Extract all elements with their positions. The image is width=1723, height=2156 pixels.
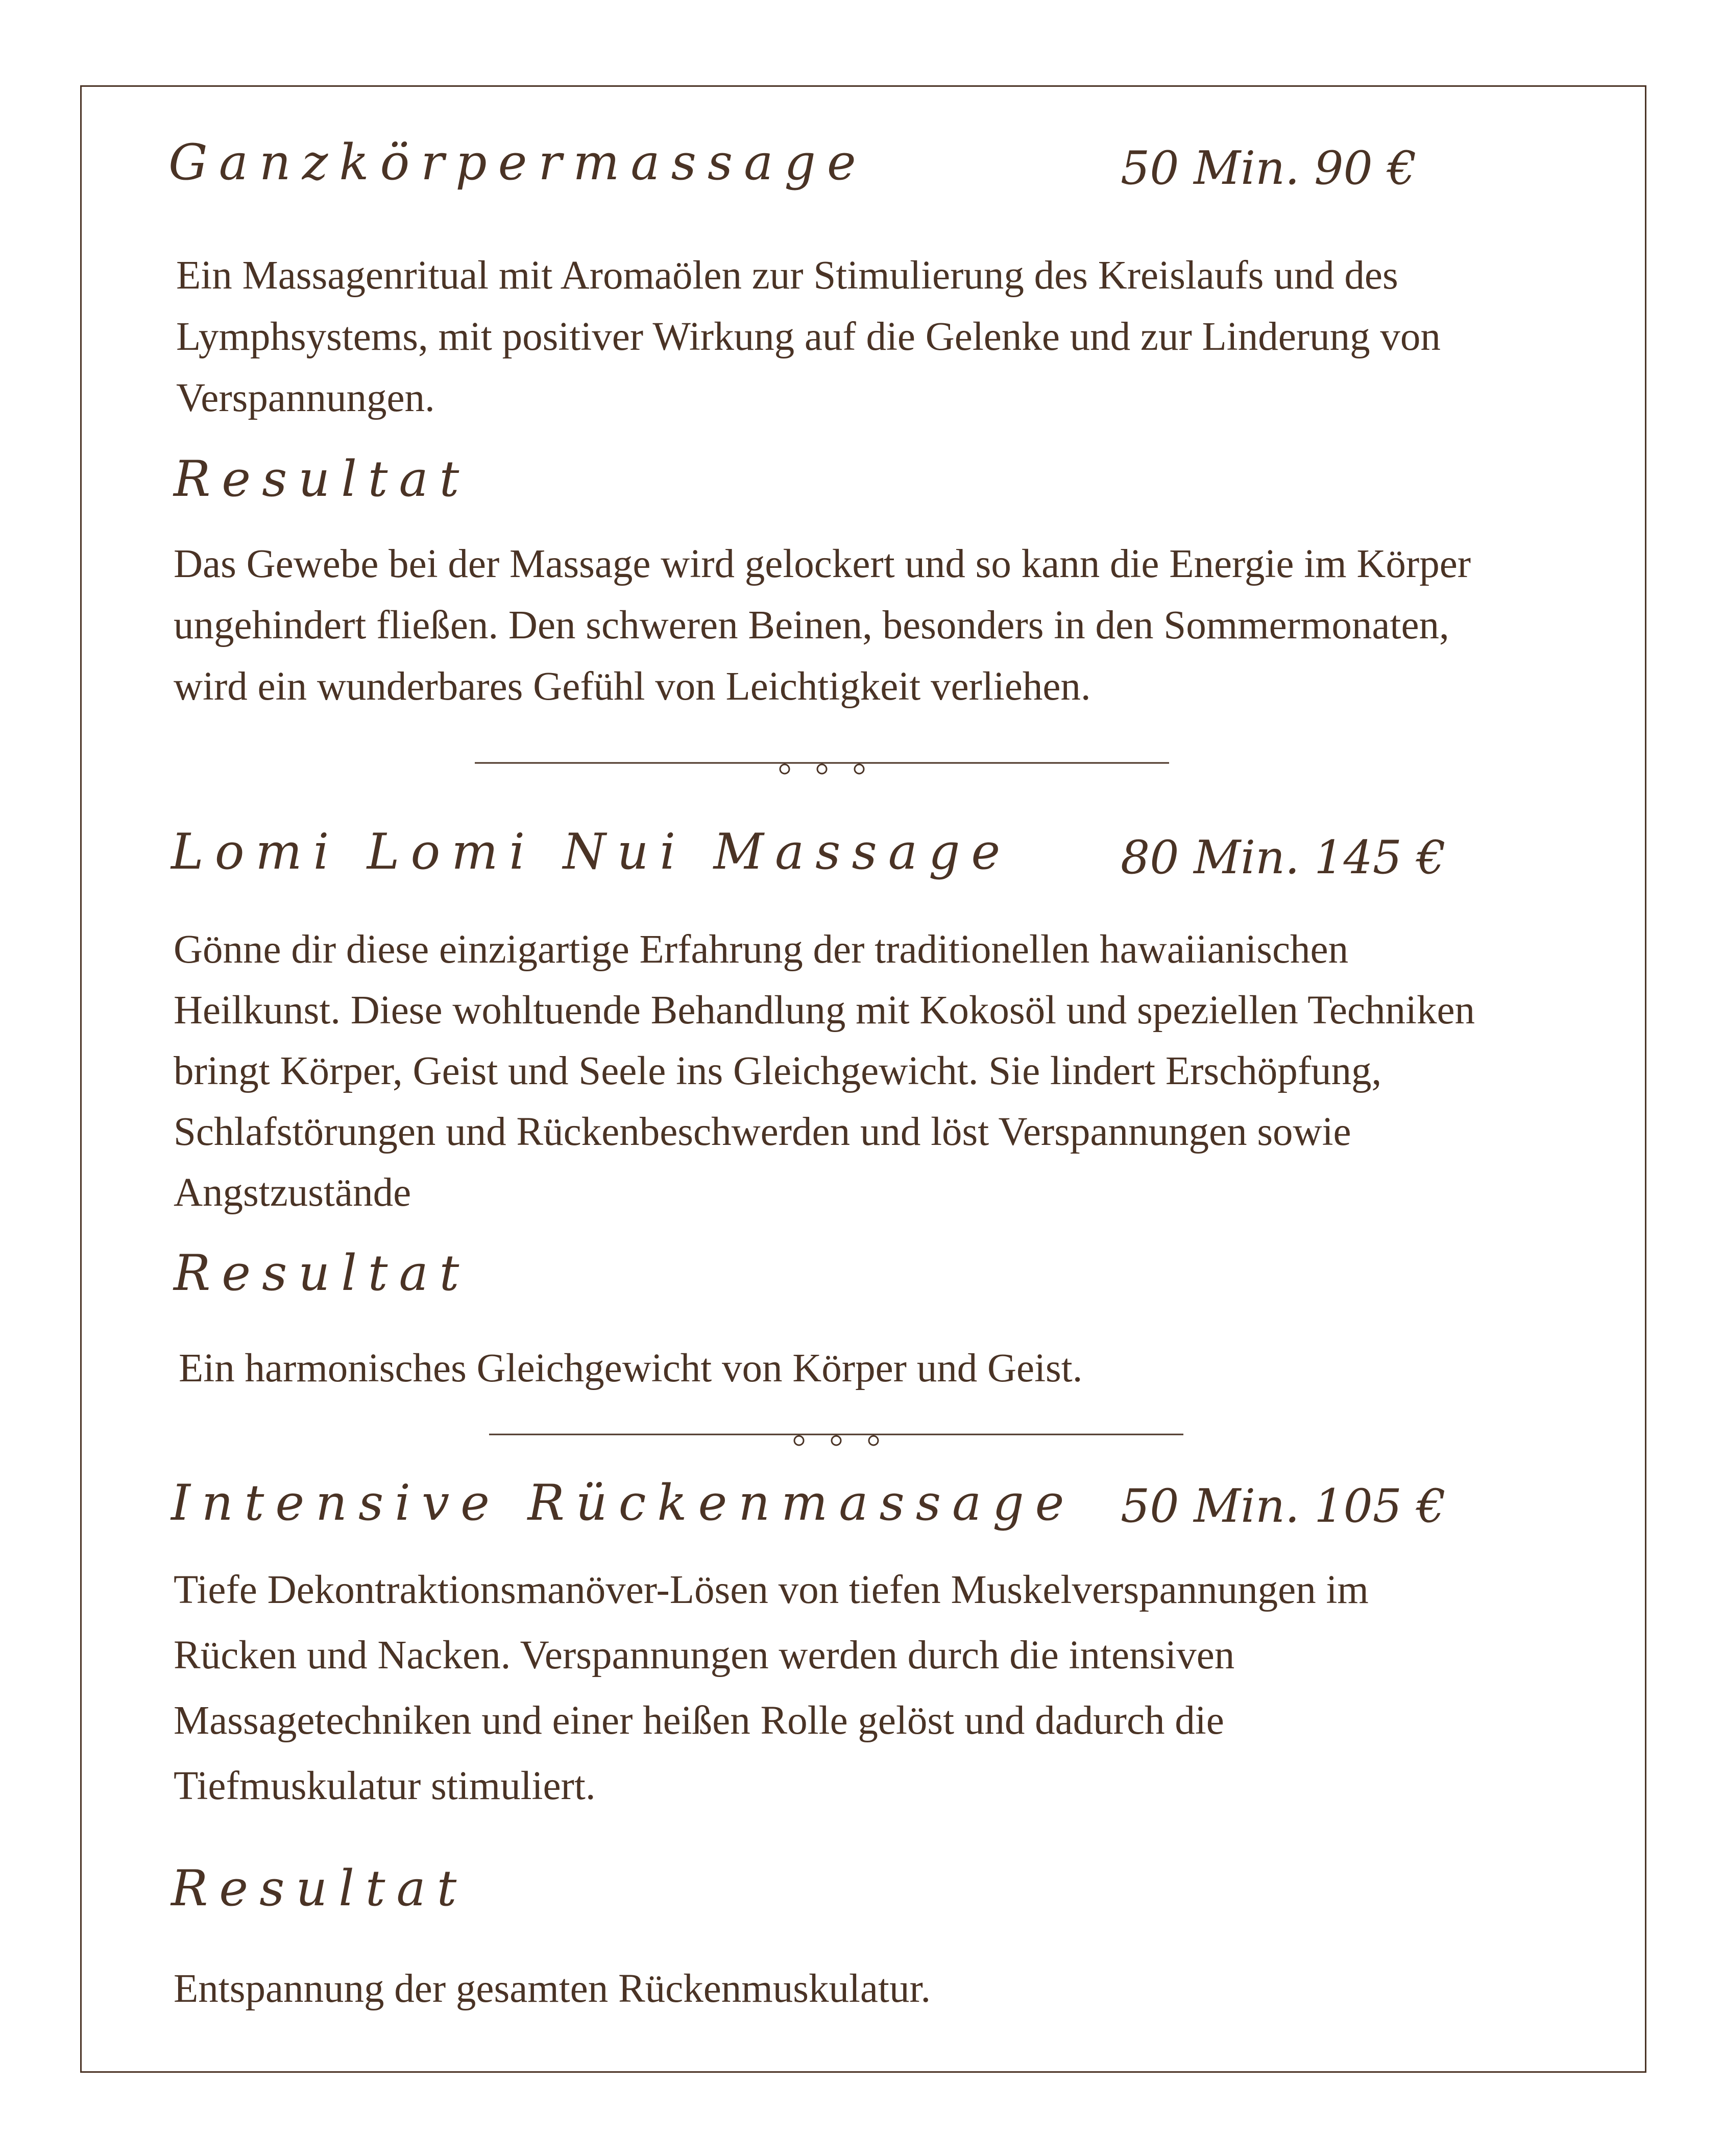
ornament-divider-1 [475,757,1169,777]
section-title-intensive-rueckenmassage: Intensive Rückenmassage [171,1474,1076,1531]
section-price-ganzkoerpermassage: 50 Min. 90 € [1121,141,1417,195]
result-heading-1: Resultat [174,450,471,508]
result-text-3: Entspannung der gesamten Rückenmuskulatur. [174,1967,931,2011]
result-heading-3: Resultat [171,1860,468,1917]
section-description-ganzkoerpermassage: Ein Massagenritual mit Aromaölen zur Stimulierung des Kreislaufs und des Lymphsystems, mit positiver Wirkung auf die Gelenke und zur Linderung von Verspannungen. [176,253,1441,420]
section-description-lomi-lomi-nui-massage: Gönne dir diese einzigartige Erfahrung der traditionellen hawaiianischen Heilkunst. Diese wohltuende Behandlung mit Kokosöl und speziellen Techniken bringt Körper, Geist und Seele ins Gleichgewicht. Sie lindert Erschöpfung, Schlafstörungen und Rückenbeschwerden und löst Verspannungen sowie Angstzustände [174,927,1475,1215]
section-price-lomi-lomi-nui-massage: 80 Min. 145 € [1121,831,1446,884]
ornament-divider-2 [489,1428,1183,1449]
section-title-lomi-lomi-nui-massage: Lomi Lomi Nui Massage [171,823,1012,880]
section-title-ganzkoerpermassage: Ganzkörpermassage [168,134,867,191]
section-description-intensive-rueckenmassage: Tiefe Dekontraktionsmanöver-Lösen von tiefen Muskelverspannungen im Rücken und Nacken. Verspannungen werden durch die intensiven Massagetechniken und einer heißen Rolle gelöst und dadurch die Tiefmuskulatur stimuliert. [174,1568,1369,1808]
result-text-2: Ein harmonisches Gleichgewicht von Körper und Geist. [179,1346,1083,1391]
section-price-intensive-rueckenmassage: 50 Min. 105 € [1121,1479,1446,1533]
result-text-1: Das Gewebe bei der Massage wird gelockert und so kann die Energie im Körper ungehindert fließen. Den schweren Beinen, besonders in den Sommermonaten, wird ein wunderbares Gefühl von Leichtigkeit verliehen. [174,542,1471,709]
result-heading-2: Resultat [174,1244,471,1302]
